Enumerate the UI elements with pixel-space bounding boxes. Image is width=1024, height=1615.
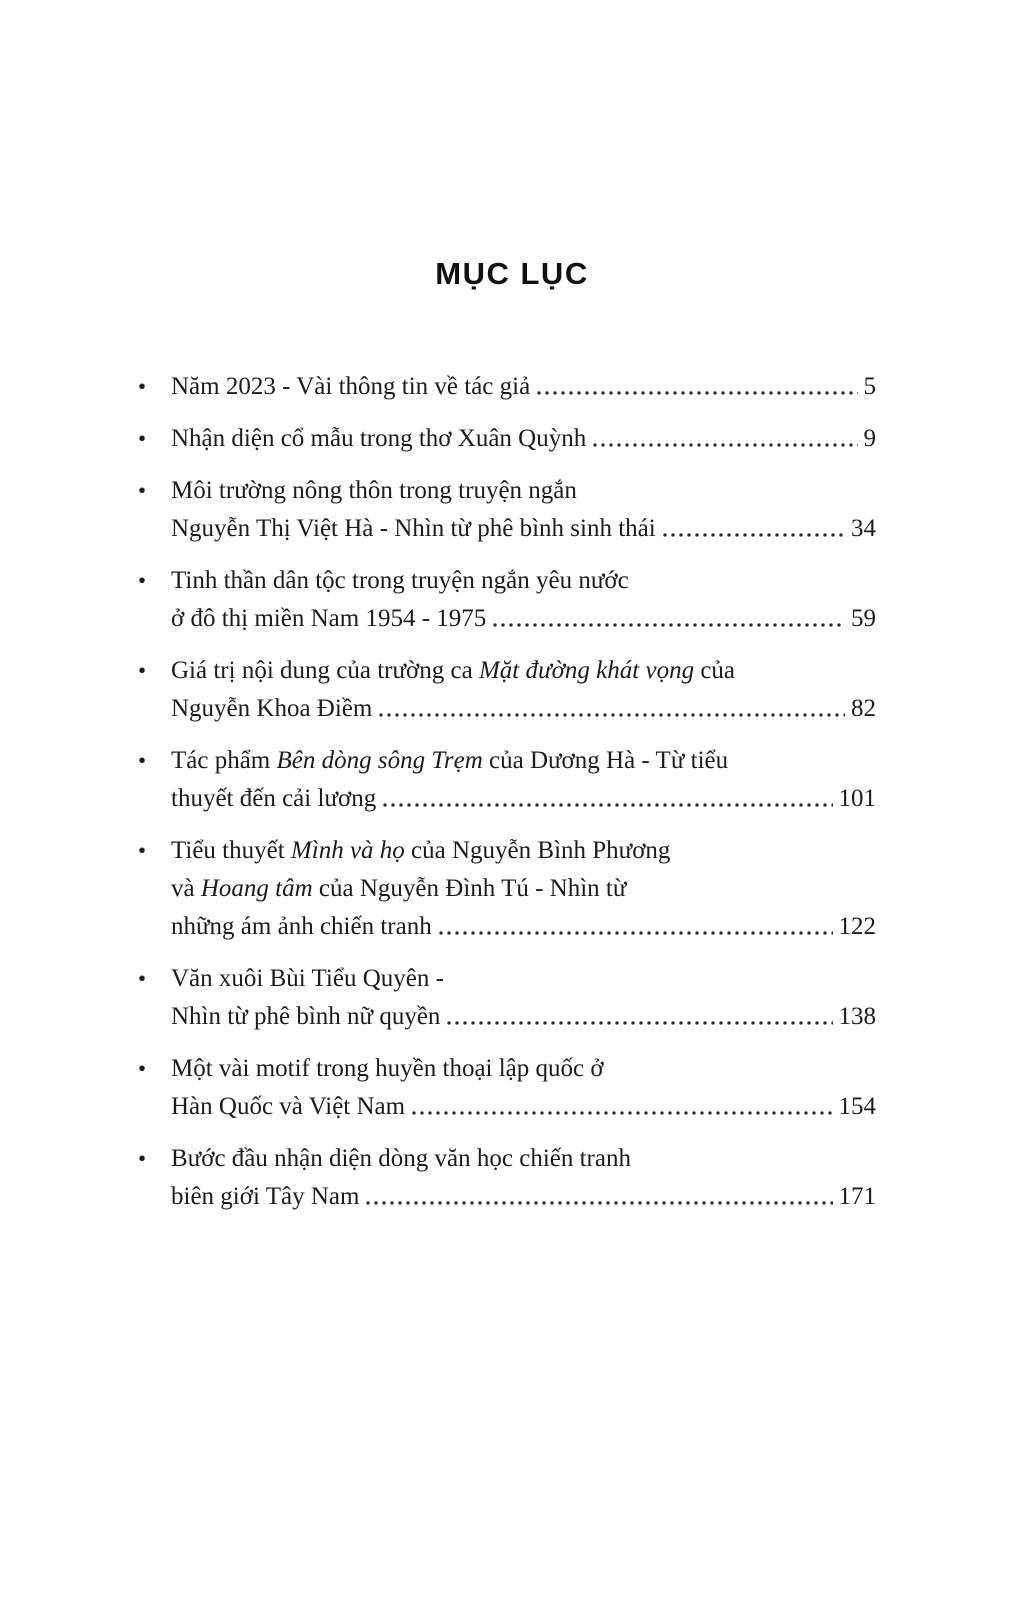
toc-entry	[138, 368, 876, 406]
bullet-icon: •	[138, 1056, 147, 1081]
page-number: 154	[838, 1093, 876, 1120]
toc-line-text: những ám ảnh chiến tranh	[171, 913, 432, 940]
page-number: 5	[863, 373, 876, 400]
toc-entry	[138, 562, 876, 638]
toc-line	[171, 832, 876, 870]
bullet-icon: •	[138, 374, 147, 399]
toc-line-text: ở đô thị miền Nam 1954 - 1975	[171, 605, 487, 632]
dot-leader	[491, 600, 845, 638]
page-number: 9	[863, 425, 876, 452]
toc-entry	[138, 832, 876, 946]
dot-leader	[661, 510, 845, 548]
dot-leader	[410, 1088, 832, 1126]
bullet-icon: •	[138, 426, 147, 451]
toc-line-text: thuyết đến cải lương	[171, 785, 377, 812]
page-number: 122	[838, 913, 876, 940]
toc-line	[171, 998, 876, 1036]
toc-line-text: Giá trị nội dung của trường ca Mặt đường khát vọng của	[171, 657, 736, 684]
toc-line	[171, 870, 876, 908]
toc-line-text: Tiểu thuyết Mình và họ của Nguyễn Bình Phương	[171, 837, 671, 864]
toc-line	[171, 652, 876, 690]
toc-line	[171, 562, 876, 600]
toc-line	[171, 1088, 876, 1126]
page-number: 101	[838, 785, 876, 812]
toc-line-text: biên giới Tây Nam	[171, 1183, 360, 1210]
dot-leader	[364, 1178, 832, 1216]
page-title: MỤC LỤC	[435, 256, 589, 291]
toc-line-text: Hàn Quốc và Việt Nam	[171, 1093, 406, 1120]
page-number: 59	[851, 605, 876, 632]
dot-leader	[381, 780, 832, 818]
bullet-icon: •	[138, 1146, 147, 1171]
dot-leader	[535, 368, 857, 406]
toc-line-text: Nhìn từ phê bình nữ quyền	[171, 1003, 441, 1030]
toc-entry-content	[171, 368, 876, 406]
toc-line-text: Nhận diện cổ mẫu trong thơ Xuân Quỳnh	[171, 425, 587, 452]
toc-entry	[138, 652, 876, 728]
toc-entry-content	[171, 420, 876, 458]
page-number: 34	[851, 515, 876, 542]
toc-entry-content	[171, 742, 876, 818]
toc-line-text: Một vài motif trong huyền thoại lập quốc ở	[171, 1055, 604, 1082]
bullet-icon: •	[138, 658, 147, 683]
toc-line	[171, 690, 876, 728]
toc-line-text: Bước đầu nhận diện dòng văn học chiến tranh	[171, 1145, 631, 1172]
toc-entry-content	[171, 832, 876, 946]
bullet-icon: •	[138, 966, 147, 991]
toc-line	[171, 368, 876, 406]
toc-line-text: Tinh thần dân tộc trong truyện ngắn yêu nước	[171, 567, 629, 594]
toc-entry	[138, 742, 876, 818]
toc-entry-content	[171, 960, 876, 1036]
toc-line	[171, 600, 876, 638]
toc-line	[171, 960, 876, 998]
toc-line-text: Năm 2023 - Vài thông tin về tác giả	[171, 373, 531, 400]
toc-entry	[138, 1050, 876, 1126]
bullet-icon: •	[138, 478, 147, 503]
toc-line-text: Tác phẩm Bên dòng sông Trẹm của Dương Hà - Từ tiểu	[171, 747, 729, 774]
toc-line	[171, 908, 876, 946]
bullet-icon: •	[138, 838, 147, 863]
dot-leader	[591, 420, 857, 458]
page-number: 82	[851, 695, 876, 722]
dot-leader	[437, 908, 833, 946]
toc-entry-content	[171, 652, 876, 728]
toc-entry-content	[171, 1140, 876, 1216]
bullet-icon: •	[138, 748, 147, 773]
toc-entry-content	[171, 1050, 876, 1126]
toc-line-text: Nguyễn Khoa Điềm	[171, 695, 373, 722]
dot-leader	[445, 998, 832, 1036]
toc-line	[171, 510, 876, 548]
toc-list	[138, 368, 876, 1230]
toc-entry-content	[171, 472, 876, 548]
toc-entry	[138, 420, 876, 458]
dot-leader	[377, 690, 845, 728]
bullet-icon: •	[138, 568, 147, 593]
toc-line	[171, 1050, 876, 1088]
page-number: 138	[838, 1003, 876, 1030]
toc-line	[171, 780, 876, 818]
toc-entry-content	[171, 562, 876, 638]
toc-line	[171, 472, 876, 510]
toc-line-text: Môi trường nông thôn trong truyện ngắn	[171, 477, 577, 504]
toc-entry	[138, 960, 876, 1036]
toc-line-text: và Hoang tâm của Nguyễn Đình Tú - Nhìn từ	[171, 875, 627, 902]
toc-line	[171, 742, 876, 780]
toc-line	[171, 420, 876, 458]
toc-line-text: Văn xuôi Bùi Tiểu Quyên -	[171, 965, 444, 992]
toc-line-text: Nguyễn Thị Việt Hà - Nhìn từ phê bình sinh thái	[171, 515, 656, 542]
toc-line	[171, 1140, 876, 1178]
toc-entry	[138, 472, 876, 548]
toc-line	[171, 1178, 876, 1216]
page-number: 171	[838, 1183, 876, 1210]
toc-entry	[138, 1140, 876, 1216]
